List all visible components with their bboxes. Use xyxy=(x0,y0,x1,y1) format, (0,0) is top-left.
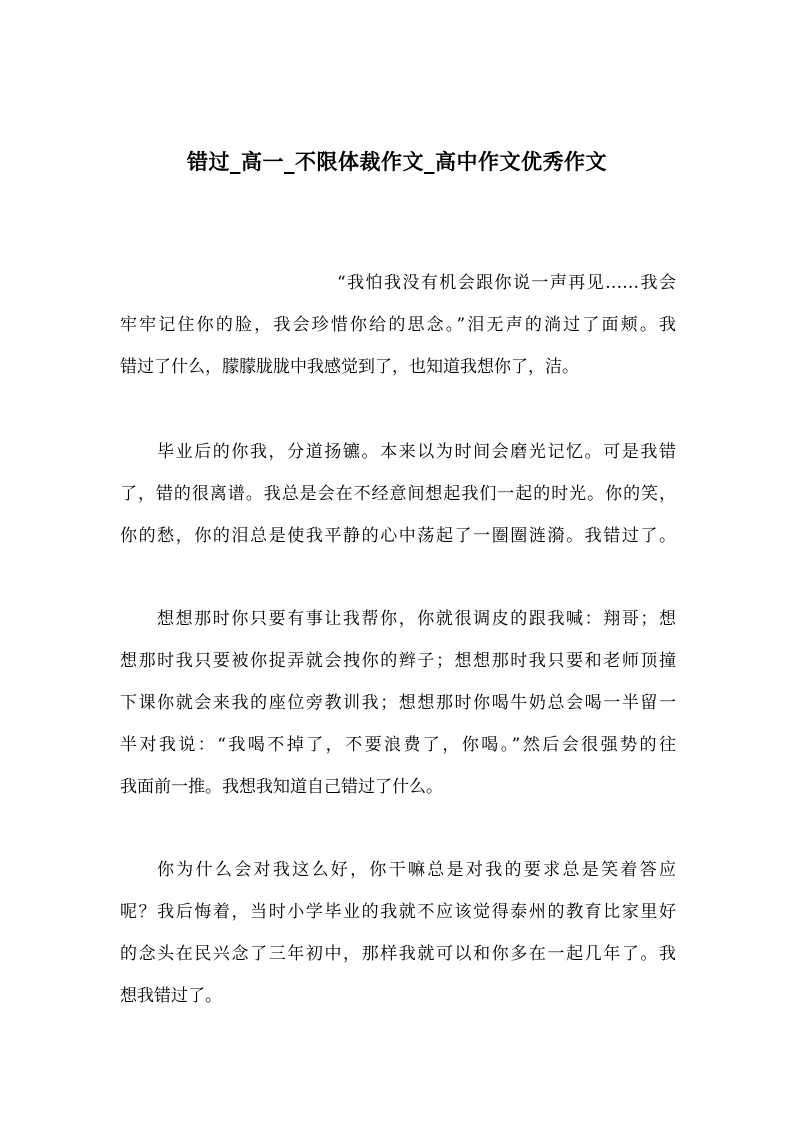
paragraph-line: 的念头在民兴念了三年初中，那样我就可以和你多在一起几年了。我 xyxy=(120,944,676,964)
paragraph-line: 想我错过了。 xyxy=(120,986,222,1006)
paragraph-line: 呢？我后悔着，当时小学毕业的我就不应该觉得泰州的教育比家里好 xyxy=(120,902,676,922)
paragraph-line: “我怕我没有机会跟你说一声再见……我会 xyxy=(337,273,676,293)
document-title: 错过_高一_不限体裁作文_高中作文优秀作文 xyxy=(187,149,607,174)
paragraph-line: 你的愁，你的泪总是使我平静的心中荡起了一圈圈涟漪。我错过了。 xyxy=(120,526,676,546)
paragraph-line: 半对我说：“我喝不掉了，不要浪费了，你喝。”然后会很强势的往 xyxy=(120,735,676,755)
paragraph-line: 我面前一推。我想我知道自己错过了什么。 xyxy=(120,777,443,797)
paragraph-line: 错过了什么，朦朦胧胧中我感觉到了，也知道我想你了，洁。 xyxy=(120,357,579,377)
paragraph-line: 想那时我只要被你捉弄就会拽你的辫子；想想那时我只要和老师顶撞 xyxy=(120,651,676,671)
paragraph-line: 了，错的很离谱。我总是会在不经意间想起我们一起的时光。你的笑， xyxy=(120,484,676,504)
paragraph-line: 想想那时你只要有事让我帮你，你就很调皮的跟我喊：翔哥；想 xyxy=(157,609,676,629)
paragraph-line: 下课你就会来我的座位旁教训我；想想那时你喝牛奶总会喝一半留一 xyxy=(120,693,676,713)
paragraph-line: 牢牢记住你的脸，我会珍惜你给的思念。”泪无声的淌过了面颊。我 xyxy=(120,315,676,335)
paragraph-line: 毕业后的你我，分道扬镳。本来以为时间会磨光记忆。可是我错 xyxy=(157,442,676,462)
paragraph-line: 你为什么会对我这么好，你干嘛总是对我的要求总是笑着答应 xyxy=(157,860,676,880)
